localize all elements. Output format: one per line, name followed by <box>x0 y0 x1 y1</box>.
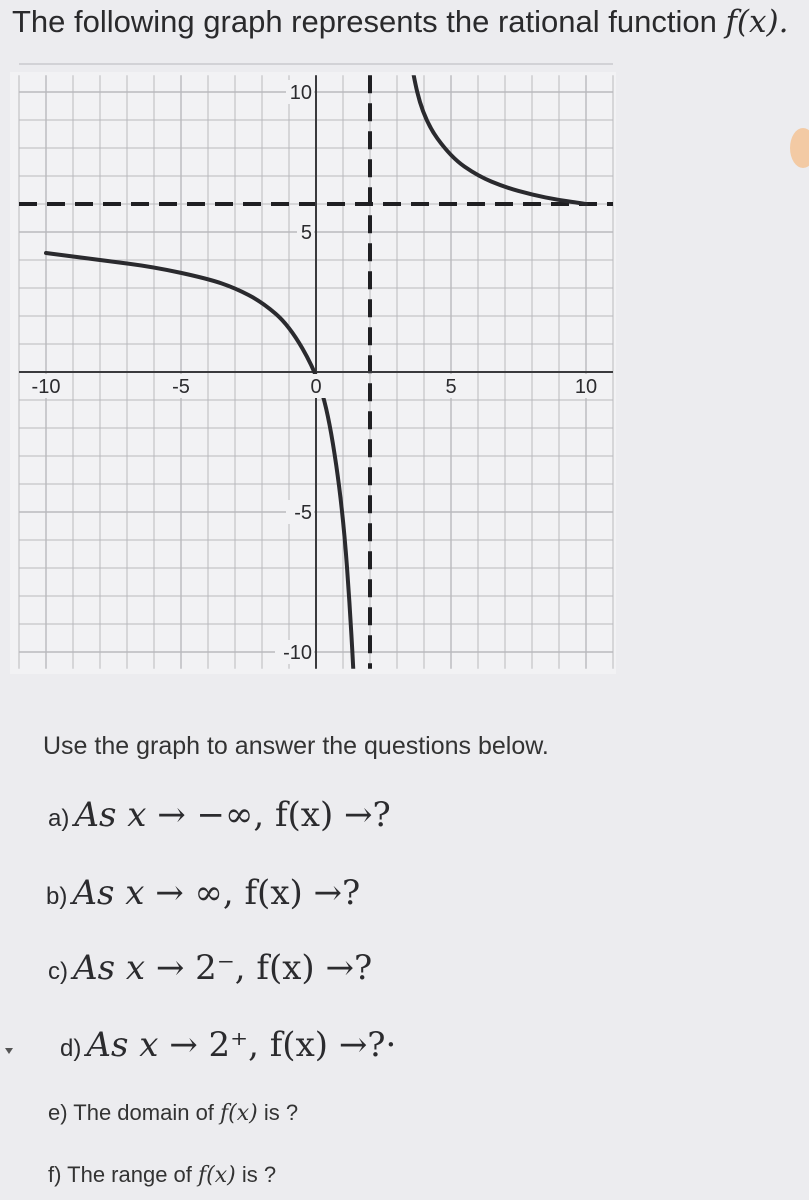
y-tick-label-text: 10 <box>289 82 312 104</box>
question-e-pre: e) The domain of <box>48 1100 221 1125</box>
question-a <box>48 795 391 835</box>
question-c <box>48 948 372 988</box>
x-tick-label-text: 10 <box>574 376 598 398</box>
question-f-post: is ? <box>235 1162 277 1187</box>
y-tick-label-text: -10 <box>283 642 312 664</box>
question-f-pre: f) The range of <box>48 1162 199 1187</box>
x-tick-label-text: -10 <box>31 376 61 398</box>
problem-statement <box>12 4 809 40</box>
y-tick-label-text: 5 <box>300 222 312 244</box>
question-a-rest: −∞, f(x) →? <box>185 795 391 835</box>
x-tick-label <box>435 374 467 398</box>
x-tick-label <box>30 374 62 398</box>
question-d-letter: d) <box>60 1035 82 1062</box>
question-f-math: f(x) <box>198 1163 236 1188</box>
edge-highlight <box>790 128 809 168</box>
question-c-rest: 2⁻, f(x) →? <box>184 948 373 988</box>
y-tick-label <box>275 640 314 664</box>
question-c-letter: c) <box>48 958 68 985</box>
problem-statement-text: The following graph represents the rational function <box>12 4 726 39</box>
question-a-expr: As x → <box>74 795 186 835</box>
caret-down-icon[interactable] <box>5 1048 13 1054</box>
question-c-expr: As x → <box>73 948 185 988</box>
question-f <box>48 1162 276 1188</box>
x-tick-label-text: 0 <box>310 376 322 398</box>
x-tick-label <box>570 374 602 398</box>
question-b-expr: As x → <box>72 873 184 913</box>
x-tick-label-text: 5 <box>445 376 457 398</box>
x-tick-label-text: -5 <box>172 376 190 398</box>
x-tick-label <box>300 374 332 398</box>
question-d-rest: 2⁺, f(x) →?· <box>197 1025 397 1065</box>
instructions: Use the graph to answer the questions below. <box>43 732 549 760</box>
question-d-expr: As x → <box>86 1025 198 1065</box>
y-tick-label <box>297 220 314 244</box>
question-a-letter: a) <box>48 805 70 832</box>
question-b-rest: ∞, f(x) →? <box>183 873 361 913</box>
question-e-math: f(x) <box>220 1101 258 1126</box>
question-e <box>48 1100 298 1126</box>
y-tick-label <box>286 500 314 524</box>
y-tick-label-text: -5 <box>294 502 312 524</box>
rational-function-graph <box>0 62 640 692</box>
y-tick-label <box>286 80 314 104</box>
question-e-post: is ? <box>257 1100 299 1125</box>
question-b <box>46 873 360 913</box>
question-b-letter: b) <box>46 883 68 910</box>
function-notation: f(x). <box>725 4 789 40</box>
question-d <box>60 1025 396 1065</box>
x-tick-label <box>165 374 197 398</box>
